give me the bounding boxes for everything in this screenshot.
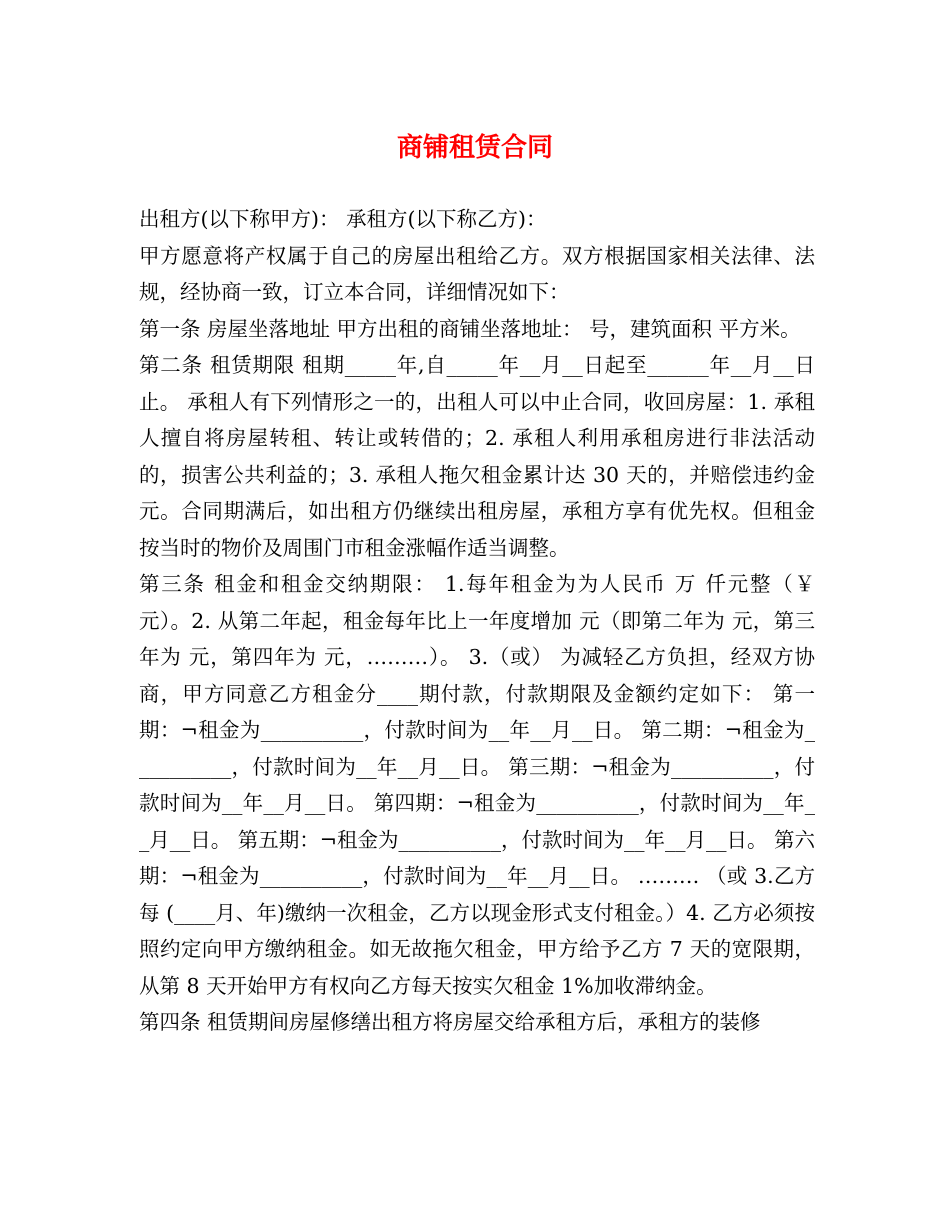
contract-body: [139, 201, 815, 1041]
article-1-paragraph: 第一条 房屋坐落地址 甲方出租的商铺坐落地址： 号，建筑面积 平方米。: [139, 316, 801, 341]
intro-paragraph: 甲方愿意将产权属于自己的房屋出租给乙方。双方根据国家相关法律、法规，经协商一致，订立本合同，详细情况如下：: [139, 243, 815, 304]
article-4-paragraph: 第四条 租赁期间房屋修缮出租方将房屋交给承租方后，承租方的装修: [139, 1010, 761, 1034]
article-2-paragraph: 第二条 租赁期限 租期_____年,自_____年__月__日起至______年__月__日止。 承租人有下列情形之一的，出租人可以中止合同，收回房屋：1. 承租人擅自将房屋转租、转让或转借的；2. 承租人利用承租房进行非法活动的，损害公共利益的；3. 承租人拖欠租金累计达 30 天的，并赔偿违约金 元。合同期满后，如出租方仍继续出租房屋，承租方享有优先权。但租金按当时的物价及周围门市租金涨幅作适当调整。: [139, 353, 815, 560]
article-3-paragraph: 第三条 租金和租金交纳期限： 1.每年租金为为人民币 万 仟元整（￥ 元）。2. 从第二年起，租金每年比上一年度增加 元（即第二年为 元，第三年为 元，第四年为 元，………）。 3.（或） 为减轻乙方负担，经双方协商，甲方同意乙方租金分____期付款，付款期限及金额约定如下： 第一期：¬租金为__________，付款时间为__年__月__日。 第二期：¬租金为__________，付款时间为__年__月__日。 第三期：¬租金为__________，付款时间为__年__月__日。 第四期：¬租金为__________，付款时间为__年__月__日。 第五期：¬租金为__________，付款时间为__年__月__日。 第六期：¬租金为__________，付款时间为__年__月__日。 ……… （或 3.乙方每 (____月、年)缴纳一次租金，乙方以现金形式支付租金。）4. 乙方必须按照约定向甲方缴纳租金。如无故拖欠租金，甲方给予乙方 7 天的宽限期，从第 8 天开始甲方有权向乙方每天按实欠租金 1%加收滞纳金。: [139, 572, 815, 998]
parties-paragraph: 出租方(以下称甲方)： 承租方(以下称乙方)：: [139, 207, 547, 231]
document-title: 商铺租赁合同: [396, 133, 553, 163]
